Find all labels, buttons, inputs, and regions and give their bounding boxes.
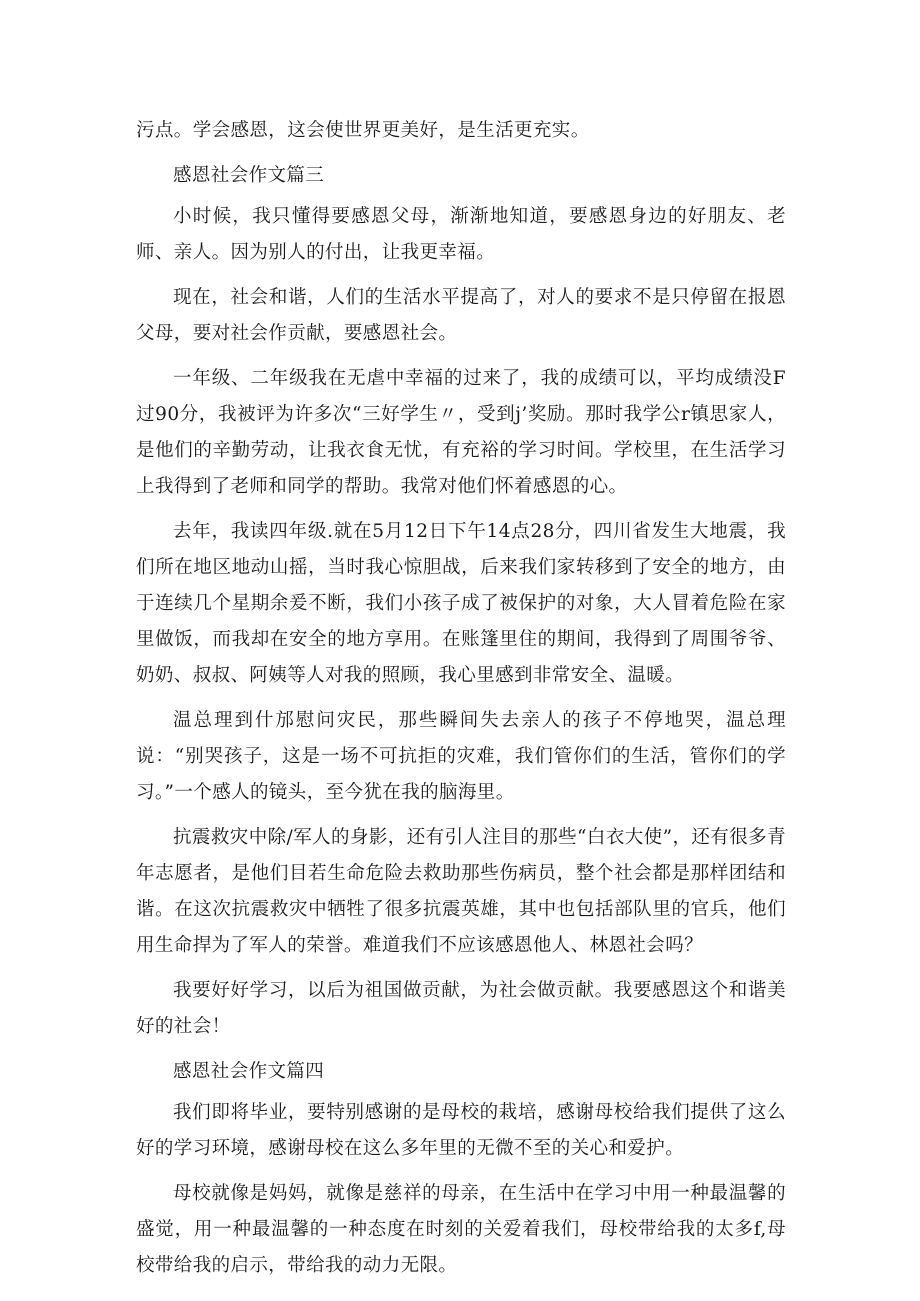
section-heading-4: 感恩社会作文篇四 xyxy=(173,1061,325,1082)
paragraph: 母校就像是妈妈，就像是慈祥的母亲，在生活中在学习中用一种最温馨的盛觉，用一种最温馨的一种态度在时刻的关爱着我们，母校带给我的太多f,母校带给我的启示，带给我的动力无限。 xyxy=(136,1183,786,1276)
continuation-paragraph: 污点。学会感恩，这会使世界更美好，是生活更充实。 xyxy=(136,120,590,141)
paragraph: 温总理到什邡慰问灾民，那些瞬间失去亲人的孩子不停地哭，温总理说：“别哭孩子，这是一场不可抗拒的灾难，我们管你们的生活，管你们的学习。”一个感人的镜头，至今犹在我的脑海里。 xyxy=(136,710,786,803)
document-body xyxy=(136,113,786,1293)
paragraph: 一年级、二年级我在无虐中幸福的过来了，我的成绩可以，平均成绩没F过90分，我被评为许多次“三好学生〃，受到j’奖励。那时我学公r镇思家人，是他们的辛勤劳动，让我衣食无忧，有充裕的学习时间。学校里，在生活学习上我得到了老师和同学的帮助。我常对他们怀着感恩的心。 xyxy=(136,368,786,497)
paragraph: 我要好好学习，以后为祖国做贡献，为社会做贡献。我要感恩这个和谐美好的社会！ xyxy=(136,980,786,1037)
paragraph: 小时候，我只懂得要感恩父母，渐渐地知道，要感恩身边的好朋友、老师、亲人。因为别人的付出，让我更幸福。 xyxy=(136,206,786,263)
paragraph: 去年，我读四年级.就在5月12日下午14点28分，四川省发生大地震，我们所在地区地动山摇，当时我心惊胆战，后来我们家转移到了安全的地方，由于连续几个星期余爰不断，我们小孩子成了被保护的对象，大人冒着危险在家里做饭，而我却在安全的地方享用。在账篷里住的期间，我得到了周围爷爷、奶奶、叔叔、阿姨等人对我的照顾，我心里感到非常安全、温暖。 xyxy=(136,521,786,686)
paragraph: 抗震救灾中除/军人的身影，还有引人注目的那些“白衣大使”，还有很多青年志愿者，是他们目若生命危险去救助那些伤病员，整个社会都是那样团结和谐。在这次抗震救灾中牺牲了很多抗震英雄，其中也包括部队里的官兵，他们用生命捍为了军人的荣誉。难道我们不应该感恩他人、林恩社会吗？ xyxy=(136,827,786,956)
paragraph: 我们即将毕业，要特别感谢的是母校的栽培，感谢母校给我们提供了这么好的学习环境，感谢母校在这么多年里的无微不至的关心和爱护。 xyxy=(136,1102,786,1159)
paragraph: 现在，社会和谐，人们的生活水平提高了，对人的要求不是只停留在报恩父母，要对社会作贡献，要感恩社会。 xyxy=(136,287,786,344)
section-heading-3: 感恩社会作文篇三 xyxy=(173,165,325,186)
